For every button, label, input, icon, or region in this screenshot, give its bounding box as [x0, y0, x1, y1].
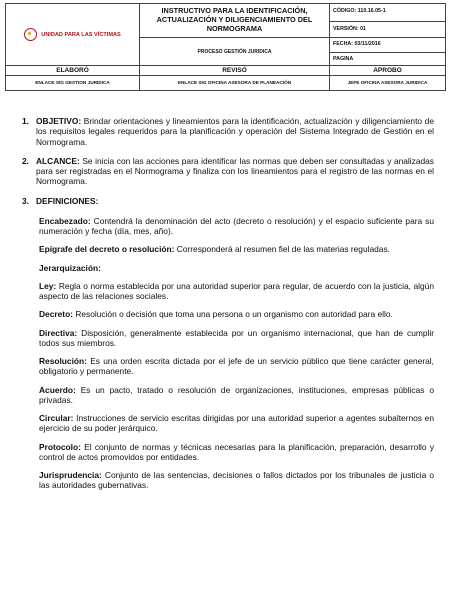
- section-keyword: ALCANCE:: [36, 155, 80, 166]
- definition-term: Epígrafe del decreto o resolución:: [39, 244, 175, 255]
- document-header: [5, 3, 446, 91]
- codigo: CÓDIGO: 110.16.05-1: [330, 5, 445, 22]
- section-alcance: [22, 156, 434, 187]
- version: VERSIÓN: 01: [333, 26, 366, 32]
- definition-text: Conjunto de las sentencias, decisiones o fallos dictados por los tribunales de justicia o las autoridades gubernativas.: [39, 470, 434, 491]
- definition-term: Ley:: [39, 280, 57, 291]
- definition-epigrafe: [39, 244, 434, 254]
- definition-jurisprudencia: [39, 470, 434, 491]
- definition-text: Disposición, generalmente establecida por un organismo internacional, que han de cumplir todos sus miembros.: [39, 327, 434, 348]
- definition-jerarquizacion: [39, 263, 434, 273]
- document-title: INSTRUCTIVO PARA LA IDENTIFICACIÓN, ACTUALIZACIÓN Y DILIGENCIAMIENTO DEL NORMOGRAMA: [140, 4, 330, 38]
- section-text: Brindar orientaciones y lineamientos para la identificación, actualización y diligenciamiento de los requisitos legales requeridos para la planificación y operación del Sistema Integrado de Gestión en el Normograma.: [36, 116, 434, 147]
- definition-term: Directiva:: [39, 327, 78, 338]
- pagina: PAGINA: [333, 56, 354, 62]
- definition-term: Jurisprudencia:: [39, 470, 102, 480]
- role-value-aprobo: JEFE OFICINA ASESORA JURIDICA: [330, 76, 446, 91]
- definition-text: Contendrá la denominación del acto (decreto o resolución) y el espacio suficiente para su numeración y fecha (día, mes, año).: [39, 215, 435, 236]
- definition-text: Regla o norma establecida por una autoridad superior para regular, de acuerdo con la justicia, algún aspecto de las relaciones sociales.: [39, 280, 434, 301]
- definition-text: Resolución o decisión que toma una persona o un organismo con autoridad para ello.: [75, 309, 393, 320]
- definition-term: Decreto:: [39, 309, 73, 320]
- definition-acuerdo: [39, 385, 434, 406]
- logo-text: UNIDAD PARA LAS VÍCTIMAS: [41, 31, 121, 38]
- logo-cell: [6, 4, 140, 66]
- definition-text: Es una orden escrita dictada por el jefe de un servicio público que tiene carácter general, obligatorio y permanente.: [39, 356, 434, 377]
- definition-encabezado: [39, 216, 434, 237]
- section-number: 3.: [22, 195, 29, 206]
- definition-protocolo: [39, 442, 434, 463]
- coat-of-arms-icon: [24, 28, 37, 41]
- role-value-reviso: ENLACE SIG OFICINA ASESORA DE PLANEACIÓN: [140, 76, 330, 91]
- role-heading-aprobo: APROBO: [330, 66, 446, 76]
- fecha: FECHA: 03/11/2016: [330, 38, 445, 53]
- role-heading-elaboro: ELABORÓ: [6, 66, 140, 76]
- definition-text: El conjunto de normas y técnicas necesarias para la planificación, preparación, desarrollo y control de actos promovidos por entidades.: [39, 441, 435, 462]
- section-number: 2.: [22, 155, 29, 166]
- definition-term: Circular:: [39, 413, 74, 423]
- definition-circular: [39, 413, 434, 434]
- definition-term: Jerarquización:: [39, 262, 101, 273]
- section-definiciones-heading: [22, 196, 434, 206]
- section-keyword: OBJETIVO:: [36, 116, 82, 126]
- unidad-victimas-logo: [9, 28, 136, 41]
- document-body: [22, 116, 434, 499]
- definition-ley: [39, 281, 434, 302]
- section-text: Se inicia con las acciones para identificar las normas que deben ser consultadas y analizadas para ser registradas en el Normograma y finaliza con los lineamientos para el registro de las normas en el Normograma.: [36, 155, 434, 187]
- definition-term: Resolución:: [39, 356, 87, 366]
- definition-text: Instrucciones de servicio escritas dirigidas por una autoridad superior a agentes subalternos en ejercicio de su poder jerárquico.: [39, 413, 434, 434]
- definition-term: Acuerdo:: [39, 384, 76, 395]
- definition-text: Corresponderá al resumen fiel de las materias reguladas.: [176, 244, 390, 255]
- definition-term: Protocolo:: [39, 441, 81, 452]
- section-heading: DEFINICIONES:: [36, 195, 99, 206]
- definition-term: Encabezado:: [39, 215, 91, 226]
- definition-resolucion: [39, 356, 434, 377]
- definition-text: Es un pacto, tratado o resolución de organizaciones, instituciones, empresas públicas o privadas.: [39, 384, 435, 405]
- section-objetivo: [22, 116, 434, 147]
- role-heading-reviso: REVISÓ: [140, 66, 330, 76]
- definition-directiva: [39, 328, 434, 349]
- definition-decreto: [39, 309, 434, 319]
- process-name: PROCESO GESTIÓN JURIDICA: [140, 38, 330, 66]
- role-value-elaboro: ENLACE SIG GESTION JURIDICA: [6, 76, 140, 91]
- section-number: 1.: [22, 116, 29, 126]
